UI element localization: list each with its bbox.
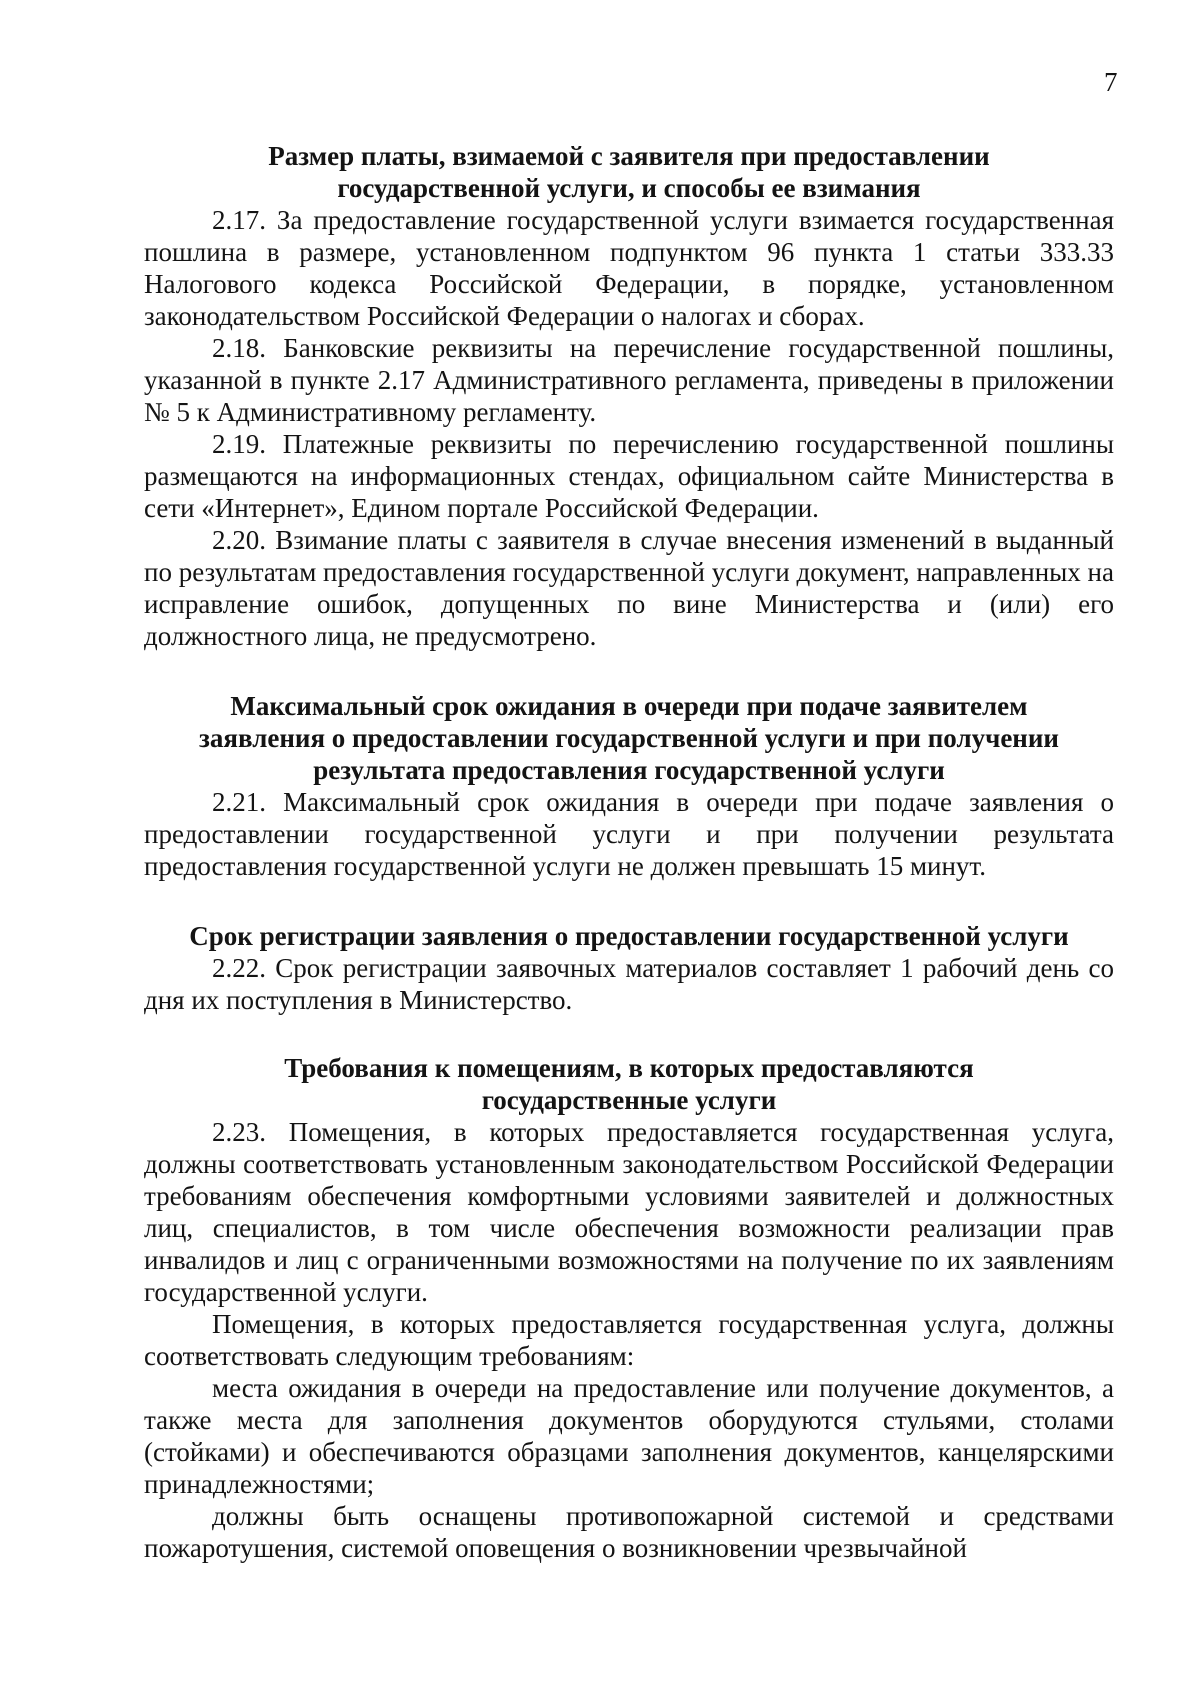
heading-line: Требования к помещениям, в которых предоставляются bbox=[284, 1053, 974, 1083]
heading-line: государственной услуги, и способы ее взимания bbox=[337, 173, 921, 203]
paragraph-fire-safety: должны быть оснащены противопожарной системой и средствами пожаротушения, системой оповещения о возникновении чрезвычайной bbox=[144, 1501, 1114, 1563]
heading-line: государственные услуги bbox=[481, 1085, 777, 1115]
paragraph-2-17: 2.17. За предоставление государственной услуги взимается государственная пошлина в размере, установленном подпунктом 96 пункта 1 статьи 333.33 Налогового кодекса Российской Федерации, в порядке, установленном законодательством Российской Федерации о налогах и сборах. bbox=[144, 205, 1114, 331]
section-fee bbox=[144, 140, 1114, 652]
section-spacer bbox=[144, 652, 1114, 690]
section-heading bbox=[144, 920, 1114, 952]
paragraph-waiting-places: места ожидания в очереди на предоставление или получение документов, а также места для заполнения документов оборудуются стульями, столами (стойками) и обеспечиваются образцами заполнения документов, канцелярскими принадлежностями; bbox=[144, 1373, 1114, 1499]
section-registration bbox=[144, 920, 1114, 1016]
heading-line: Срок регистрации заявления о предоставлении государственной услуги bbox=[189, 921, 1069, 951]
section-spacer bbox=[144, 1016, 1114, 1052]
section-heading bbox=[144, 140, 1114, 204]
page-number: 7 bbox=[1104, 67, 1118, 97]
paragraph-2-20: 2.20. Взимание платы с заявителя в случае внесения изменений в выданный по результатам предоставления государственной услуги документ, направленных на исправление ошибок, допущенных по вине Министерства и (или) его должностного лица, не предусмотрено. bbox=[144, 525, 1114, 651]
section-heading bbox=[144, 1052, 1114, 1116]
paragraph-2-23: 2.23. Помещения, в которых предоставляется государственная услуга, должны соответствовать установленным законодательством Российской Федерации требованиям обеспечения комфортными условиями заявителей и должностных лиц, специалистов, в том числе обеспечения возможности реализации прав инвалидов и лиц с ограниченными возможностями на получение по их заявлениям государственной услуги. bbox=[144, 1117, 1114, 1307]
section-spacer bbox=[144, 882, 1114, 920]
heading-line: заявления о предоставлении государственной услуги и при получении bbox=[199, 723, 1059, 753]
paragraph-premises-requirements: Помещения, в которых предоставляется государственная услуга, должны соответствовать следующим требованиям: bbox=[144, 1309, 1114, 1371]
section-premises bbox=[144, 1052, 1114, 1564]
paragraph-2-18: 2.18. Банковские реквизиты на перечисление государственной пошлины, указанной в пункте 2.17 Административного регламента, приведены в приложении № 5 к Административному регламенту. bbox=[144, 333, 1114, 427]
section-heading bbox=[144, 690, 1114, 786]
paragraph-2-19: 2.19. Платежные реквизиты по перечислению государственной пошлины размещаются на информационных стендах, официальном сайте Министерства в сети «Интернет», Едином портале Российской Федерации. bbox=[144, 429, 1114, 523]
document-body bbox=[144, 140, 1114, 1564]
heading-line: Размер платы, взимаемой с заявителя при предоставлении bbox=[268, 141, 990, 171]
heading-line: Максимальный срок ожидания в очереди при подаче заявителем bbox=[230, 691, 1028, 721]
paragraph-2-22: 2.22. Срок регистрации заявочных материалов составляет 1 рабочий день со дня их поступления в Министерство. bbox=[144, 953, 1114, 1015]
heading-line: результата предоставления государственной услуги bbox=[313, 755, 945, 785]
paragraph-2-21: 2.21. Максимальный срок ожидания в очереди при подаче заявления о предоставлении государственной услуги и при получении результата предоставления государственной услуги не должен превышать 15 минут. bbox=[144, 787, 1114, 881]
section-waiting-time bbox=[144, 690, 1114, 882]
